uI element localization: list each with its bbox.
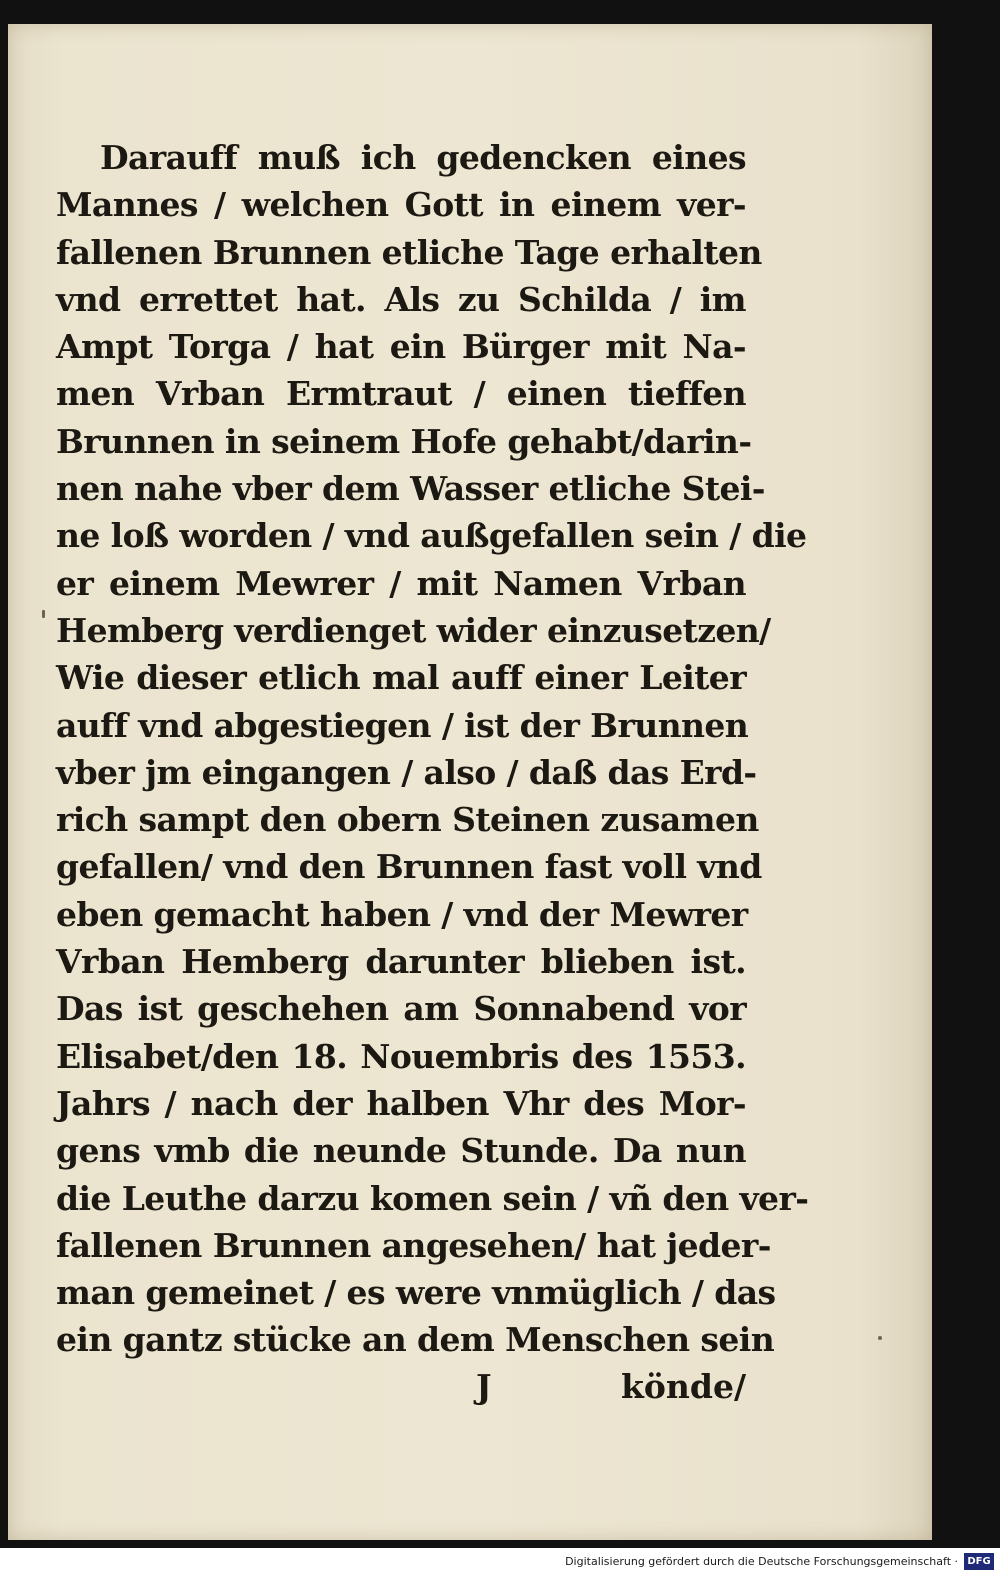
book-page — [8, 24, 932, 1540]
text-line: gefallen/ vnd den Brunnen fast voll vnd — [56, 847, 762, 887]
text-line: man gemeinet / es were vnmüglich / das — [56, 1273, 776, 1313]
text-line: Darauff muß ich gedencken eines — [100, 138, 746, 177]
text-line: men Vrban Ermtraut / einen tieffen — [56, 374, 746, 414]
text-line: ne loß worden / vnd außgefallen sein / die — [56, 516, 807, 556]
text-line: Jahrs / nach der halben Vhr des Mor- — [56, 1083, 746, 1123]
funding-credit: Digitalisierung gefördert durch die Deutsche Forschungsgemeinschaft · — [565, 1555, 958, 1568]
text-line: Brunnen in seinem Hofe gehabt/darin- — [56, 421, 752, 461]
footer-bar — [0, 1548, 1000, 1579]
text-line: er einem Mewrer / mit Namen Vrban — [56, 563, 746, 603]
dfg-logo: DFG — [964, 1553, 994, 1570]
text-line: gens vmb die neunde Stunde. Da nun — [56, 1131, 746, 1171]
text-line: nen nahe vber dem Wasser etliche Stei- — [56, 469, 765, 509]
text-line: eben gemacht haben / vnd der Mewrer — [56, 894, 748, 934]
text-line: Elisabet/den 18. Nouembris des 1553. — [56, 1036, 746, 1076]
text-line: die Leuthe darzu komen sein / vñ den ver- — [56, 1178, 809, 1218]
page-foot-line — [56, 1363, 746, 1410]
text-line: ein gantz stücke an dem Menschen sein — [56, 1320, 775, 1360]
text-line: auff vnd abgestiegen / ist der Brunnen — [56, 705, 749, 745]
paper-speck — [878, 1336, 882, 1340]
text-line: vber jm eingangen / also / daß das Erd- — [56, 752, 757, 792]
text-line: fallenen Brunnen etliche Tage erhalten — [56, 232, 762, 272]
text-line: fallenen Brunnen angesehen/ hat jeder- — [56, 1225, 771, 1265]
text-line: Ampt Torga / hat ein Bürger mit Na- — [56, 327, 746, 367]
text-line: Das ist geschehen am Sonnabend vor — [56, 989, 746, 1029]
signature-mark: J — [476, 1367, 492, 1406]
paper-speck — [42, 610, 45, 618]
text-line: Hemberg verdienget wider einzusetzen/ — [56, 610, 771, 650]
text-line: rich sampt den obern Steinen zusamen — [56, 800, 759, 840]
catchword: könde/ — [621, 1367, 746, 1406]
text-line: Vrban Hemberg darunter blieben ist. — [56, 942, 746, 982]
text-line: Wie dieser etlich mal auff einer Leiter — [56, 658, 746, 698]
text-line: vnd errettet hat. Als zu Schilda / im — [56, 279, 746, 319]
text-line: Mannes / welchen Gott in einem ver- — [56, 185, 746, 225]
page-text-block — [56, 134, 809, 1364]
